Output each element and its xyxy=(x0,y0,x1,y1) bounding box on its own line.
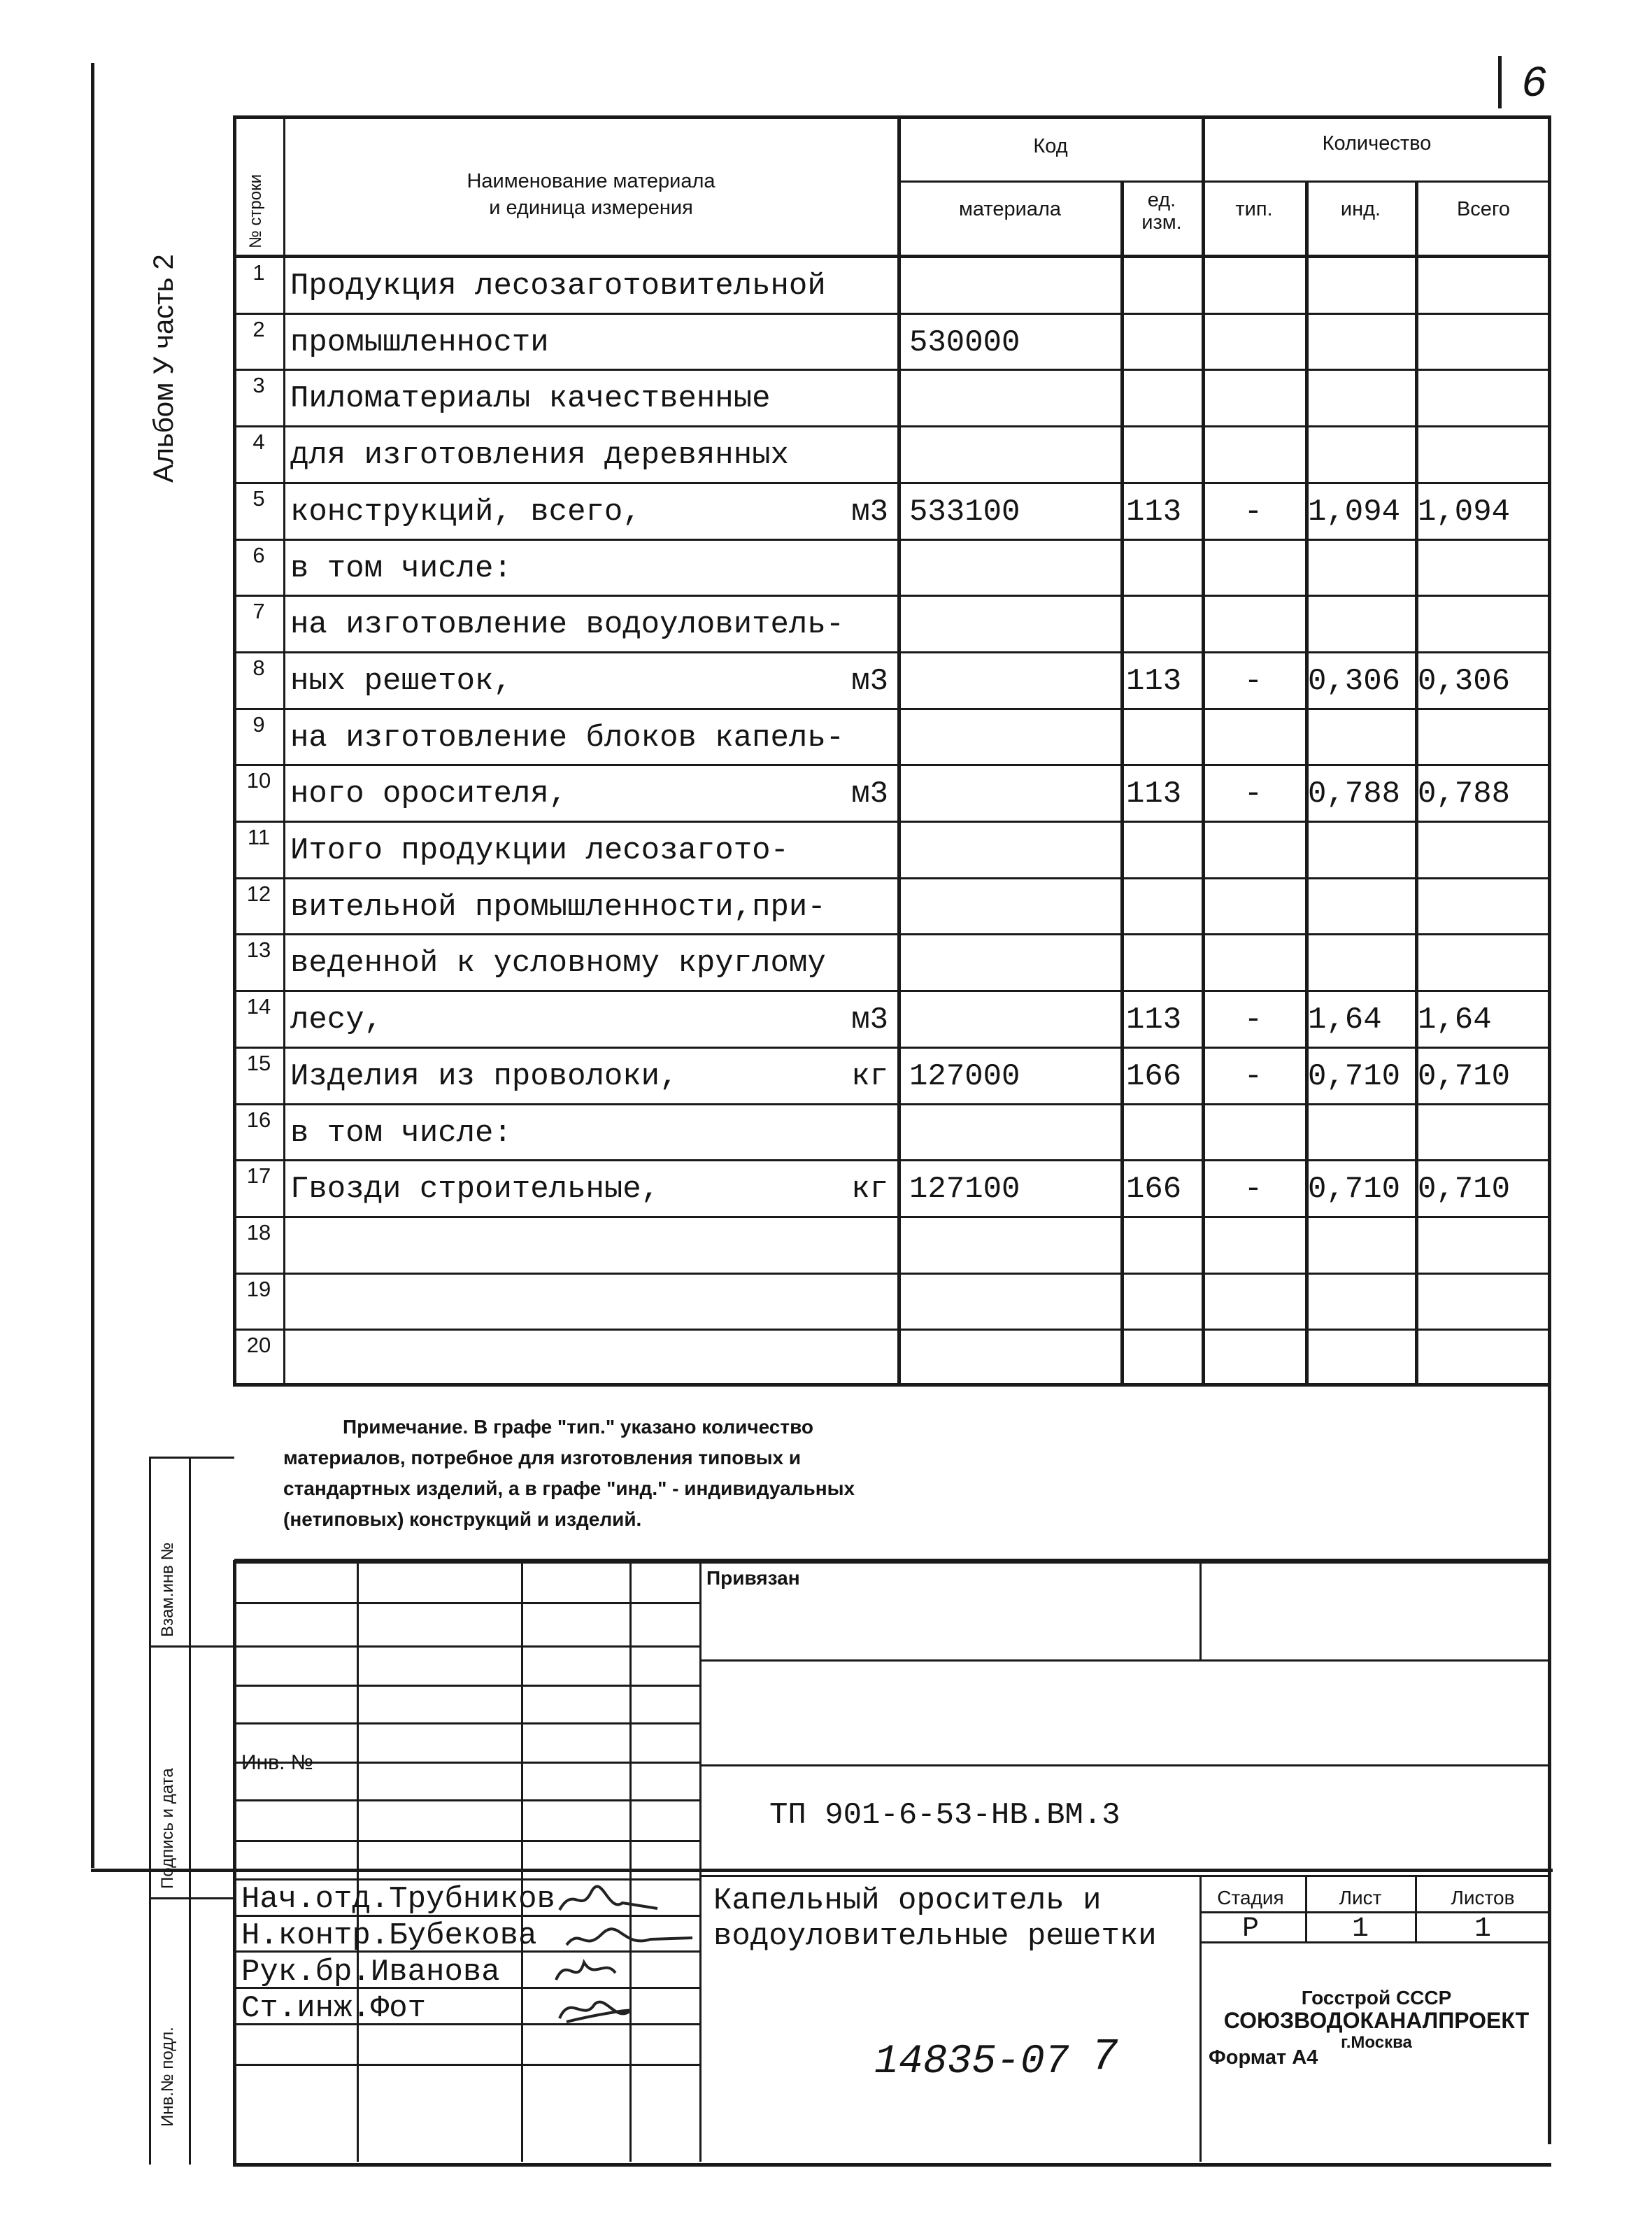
material-code: 127100 xyxy=(909,1172,1020,1207)
row-number: 7 xyxy=(252,599,265,624)
drawing-title-line1: Капельный ороситель и xyxy=(713,1883,1102,1918)
sheets-divider xyxy=(1415,1875,1417,1941)
side-label-podpis: Подпись и дата xyxy=(158,1768,177,1889)
sheet-value: 1 xyxy=(1351,1913,1369,1945)
material-name: веденной к условному круглому xyxy=(290,946,826,982)
staff-role: Рук.бр. xyxy=(241,1955,371,1990)
header-unit-line2: изм. xyxy=(1141,211,1182,234)
material-code: 127000 xyxy=(909,1058,1020,1094)
table-row xyxy=(0,933,1652,990)
side-strip-top xyxy=(149,1457,234,1459)
signature-mark xyxy=(567,1929,692,1945)
quantity-total: 0,788 xyxy=(1418,777,1511,812)
row-number: 9 xyxy=(252,711,265,737)
quantity-typ: - xyxy=(1244,777,1263,812)
sheet-label: Лист xyxy=(1339,1887,1382,1908)
table-row xyxy=(0,482,1652,539)
stamp-col-line xyxy=(357,1561,359,2162)
row-number: 2 xyxy=(252,316,265,341)
signature-mark xyxy=(556,1962,615,1980)
bottom-frame-line xyxy=(91,1869,1553,1872)
quantity-total: 1,094 xyxy=(1418,494,1511,530)
table-row xyxy=(0,1159,1652,1216)
signature-mark xyxy=(560,1886,657,1910)
stamp-col-line xyxy=(699,1561,702,2162)
quantity-ind: 0,788 xyxy=(1308,777,1401,812)
material-unit: м3 xyxy=(851,663,888,699)
unit-code: 113 xyxy=(1126,1003,1182,1038)
drawing-title-line2: водоуловительные решетки xyxy=(713,1919,1157,1954)
table-row xyxy=(0,539,1652,595)
row-number: 19 xyxy=(246,1276,271,1301)
material-unit: м3 xyxy=(851,494,888,530)
row-number: 14 xyxy=(246,994,271,1019)
staff-name: Трубников xyxy=(389,1882,555,1917)
album-label: Альбом У часть 2 xyxy=(148,254,179,483)
header-row-number: № строки xyxy=(246,173,265,248)
material-name: в том числе: xyxy=(290,551,512,586)
side-label-vzam: Взам.инв № xyxy=(158,1542,177,1637)
handwritten-page: 7 xyxy=(1091,2032,1118,2083)
row-number: 3 xyxy=(252,373,265,398)
header-name-line2: и единица измерения xyxy=(489,197,693,219)
quantity-total: 0,710 xyxy=(1418,1172,1511,1207)
staff-role: Н.контр. xyxy=(241,1918,390,1953)
material-unit: м3 xyxy=(851,777,888,812)
material-unit: м3 xyxy=(851,1003,888,1038)
material-unit: кг xyxy=(851,1172,888,1207)
material-name: на изготовление водоуловитель- xyxy=(290,607,845,643)
inv-no-label: Инв. № xyxy=(241,1751,313,1774)
stage-value: Р xyxy=(1241,1913,1259,1945)
unit-code: 113 xyxy=(1126,777,1182,812)
page-number-tick xyxy=(1498,56,1502,108)
staff-name: Бубекова xyxy=(389,1918,537,1953)
organization xyxy=(1204,1987,1548,2054)
sheets-label: Листов xyxy=(1451,1887,1515,1908)
row-number: 16 xyxy=(246,1107,271,1132)
row-number: 18 xyxy=(246,1219,271,1245)
stamp-bottom-line xyxy=(233,2163,1551,2167)
table-row xyxy=(0,990,1652,1047)
sheets-value: 1 xyxy=(1474,1913,1491,1945)
header-subline xyxy=(899,180,1549,183)
row-number: 11 xyxy=(247,825,271,849)
material-name: Изделия из проволоки, xyxy=(290,1058,678,1094)
table-row xyxy=(0,1047,1652,1103)
staff-entry xyxy=(241,1955,500,1990)
material-name: для изготовления деревянных xyxy=(290,438,789,474)
privyazan-label: Привязан xyxy=(706,1567,800,1589)
table-row xyxy=(0,313,1652,369)
table-row xyxy=(0,764,1652,821)
header-material: материала xyxy=(958,198,1062,220)
signatures xyxy=(553,1882,720,2036)
quantity-typ: - xyxy=(1244,663,1263,699)
quantity-typ: - xyxy=(1244,1058,1263,1094)
sheet-divider xyxy=(1305,1875,1307,1941)
stamp-col-line xyxy=(629,1561,632,2162)
material-name: на изготовление блоков капель- xyxy=(290,720,845,756)
header-ind: инд. xyxy=(1340,198,1381,220)
inventory-number: 14835-07 xyxy=(874,2039,1069,2085)
staff-role: Нач.отд. xyxy=(241,1882,390,1917)
org-line1: Госстрой СССР xyxy=(1301,1987,1452,2009)
stamp-right-line-3 xyxy=(699,1875,1548,1877)
quantity-ind: 0,710 xyxy=(1308,1058,1401,1094)
row-number: 10 xyxy=(246,768,271,793)
note-block xyxy=(283,1412,1053,1535)
row-number: 6 xyxy=(252,542,265,567)
row-number: 5 xyxy=(252,486,265,511)
header-unit-line1: ед. xyxy=(1147,189,1176,211)
staff-name: Фот xyxy=(370,1991,427,2026)
header-name-line: Наименование материала xyxy=(467,170,715,192)
stage-divider xyxy=(1199,1875,1202,2162)
table-row xyxy=(0,821,1652,877)
header-typ: тип. xyxy=(1235,198,1273,220)
row-number: 15 xyxy=(246,1050,271,1075)
side-strip-left xyxy=(149,1457,151,2165)
staff-role: Ст.инж. xyxy=(241,1991,371,2026)
material-name: вительной промышленности,при- xyxy=(290,889,826,925)
row-number: 17 xyxy=(246,1163,271,1189)
material-name: Гвозди строительные, xyxy=(290,1172,660,1207)
unit-code: 166 xyxy=(1126,1058,1182,1094)
header-quantity: Количество xyxy=(1322,132,1432,155)
unit-code: 113 xyxy=(1126,494,1182,530)
quantity-total: 0,710 xyxy=(1418,1058,1511,1094)
quantity-ind: 0,306 xyxy=(1308,663,1401,699)
table-row xyxy=(0,1273,1652,1329)
stamp-left-line xyxy=(233,1560,236,2165)
quantity-ind: 1,64 xyxy=(1308,1003,1382,1038)
quantity-total: 0,306 xyxy=(1418,663,1511,699)
header-name xyxy=(287,168,895,221)
note-line: Примечание. В графе "тип." указано количество xyxy=(343,1416,814,1438)
staff-name: Иванова xyxy=(370,1955,500,1990)
row-number: 4 xyxy=(252,430,265,455)
material-code: 530000 xyxy=(909,325,1020,360)
note-line: материалов, потребное для изготовления типовых и xyxy=(283,1447,802,1468)
table-row xyxy=(0,1103,1652,1160)
table-row xyxy=(0,877,1652,934)
table-row xyxy=(0,1329,1652,1385)
table-row xyxy=(0,256,1652,313)
table-row xyxy=(0,369,1652,425)
org-line3: г.Москва xyxy=(1341,2033,1412,2052)
privyazan-divider xyxy=(1199,1561,1202,1661)
quantity-total: 1,64 xyxy=(1418,1003,1492,1038)
staff-entry xyxy=(241,1918,536,1953)
side-strip-divider xyxy=(189,1457,191,2165)
side-label-inv-podl: Инв.№ подл. xyxy=(158,2027,177,2127)
material-name: промышленности xyxy=(290,325,549,360)
header-unit xyxy=(1123,189,1200,234)
quantity-typ: - xyxy=(1244,1172,1263,1207)
table-row xyxy=(0,1216,1652,1273)
quantity-typ: - xyxy=(1244,494,1263,530)
stage-label: Стадия xyxy=(1217,1887,1284,1908)
note-line: стандартных изделий, а в графе "инд." - индивидуальных xyxy=(283,1478,855,1499)
staff-entry xyxy=(241,1882,555,1917)
stamp-right-line-1 xyxy=(699,1659,1548,1662)
table-row xyxy=(0,425,1652,482)
row-number: 1 xyxy=(252,260,265,285)
row-number: 20 xyxy=(246,1333,271,1358)
staff-entry xyxy=(241,1991,426,2026)
table-row xyxy=(0,651,1652,708)
side-strip-sep1 xyxy=(149,1645,234,1648)
signature-mark xyxy=(560,2002,630,2022)
table-row xyxy=(0,595,1652,651)
row-number: 13 xyxy=(246,937,271,963)
page-number: 6 xyxy=(1521,59,1548,109)
stamp-top-line xyxy=(234,1560,1549,1564)
format-label: Формат А4 xyxy=(1209,2046,1318,2069)
stamp-right-line xyxy=(1548,1560,1551,2144)
header-total: Всего xyxy=(1456,198,1511,220)
quantity-ind: 1,094 xyxy=(1308,494,1401,530)
material-name: Пиломатериалы качественные xyxy=(290,381,771,417)
document-code: ТП 901-6-53-НВ.ВМ.3 xyxy=(769,1798,1120,1833)
unit-code: 166 xyxy=(1126,1172,1182,1207)
material-name: в том числе: xyxy=(290,1115,512,1151)
material-name: ного оросителя, xyxy=(290,777,568,812)
quantity-ind: 0,710 xyxy=(1308,1172,1401,1207)
org-line2: СОЮЗВОДОКАНАЛПРОЕКТ xyxy=(1223,2008,1530,2033)
stamp-col-line xyxy=(521,1561,523,2162)
material-name: Итого продукции лесозагото- xyxy=(290,833,789,868)
material-name: Продукция лесозаготовительной xyxy=(290,269,826,304)
material-name: лесу, xyxy=(290,1003,383,1038)
row-number: 8 xyxy=(252,655,265,680)
material-code: 533100 xyxy=(909,494,1020,530)
note-line: (нетиповых) конструкций и изделий. xyxy=(283,1508,642,1530)
quantity-typ: - xyxy=(1244,1003,1263,1038)
material-name: ных решеток, xyxy=(290,663,512,699)
side-strip-sep2 xyxy=(149,1897,234,1899)
unit-code: 113 xyxy=(1126,663,1182,699)
material-unit: кг xyxy=(851,1058,888,1094)
stamp-right-line-2 xyxy=(699,1764,1548,1766)
table-row xyxy=(0,708,1652,765)
material-name: конструкций, всего, xyxy=(290,494,641,530)
row-number: 12 xyxy=(246,881,271,906)
header-code: Код xyxy=(1033,135,1068,157)
